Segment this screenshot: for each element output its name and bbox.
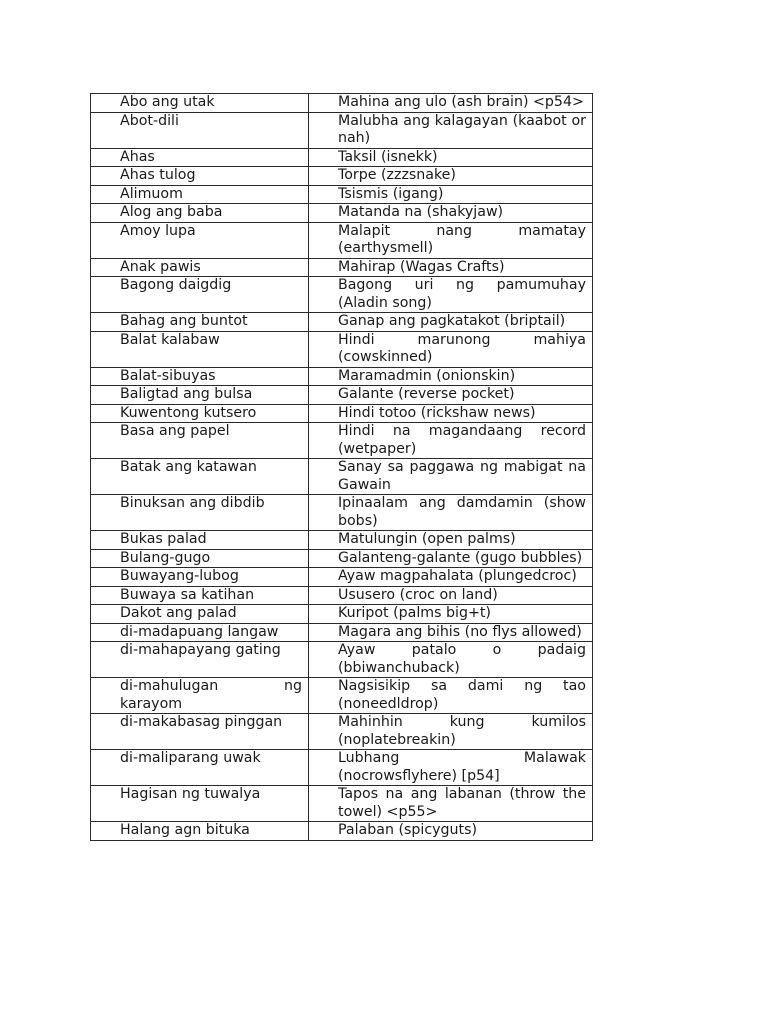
term-cell: Ahas tulog	[91, 167, 309, 186]
meaning-cell: Tapos na ang labanan (throw the towel) <p55>	[309, 786, 593, 822]
meaning-cell: Sanay sa paggawa ng mabigat na Gawain	[309, 459, 593, 495]
term-cell: di-makabasag pinggan	[91, 714, 309, 750]
term-cell: Bagong daigdig	[91, 277, 309, 313]
table-row	[91, 331, 593, 367]
term-cell: Balat-sibuyas	[91, 367, 309, 386]
table-row	[91, 386, 593, 405]
term-cell: di-mahulugan ng karayom	[91, 678, 309, 714]
term-cell: Basa ang papel	[91, 423, 309, 459]
table-row	[91, 586, 593, 605]
table-row	[91, 222, 593, 258]
meaning-cell: Hindi na magandaang record (wetpaper)	[309, 423, 593, 459]
term-cell: Bulang-gugo	[91, 549, 309, 568]
meaning-cell: Tsismis (igang)	[309, 185, 593, 204]
meaning-cell: Ayaw magpahalata (plungedcroc)	[309, 568, 593, 587]
meaning-cell: Malapit nang mamatay (earthysmell)	[309, 222, 593, 258]
table-row	[91, 678, 593, 714]
table-row	[91, 568, 593, 587]
meaning-cell: Ususero (croc on land)	[309, 586, 593, 605]
table-row	[91, 495, 593, 531]
term-cell: Anak pawis	[91, 258, 309, 277]
meaning-cell: Hindi totoo (rickshaw news)	[309, 404, 593, 423]
meaning-cell: Hindi marunong mahiya (cowskinned)	[309, 331, 593, 367]
meaning-cell: Malubha ang kalagayan (kaabot or nah)	[309, 112, 593, 148]
table-row	[91, 714, 593, 750]
term-cell: Ahas	[91, 148, 309, 167]
meaning-cell: Mahinhin kung kumilos (noplatebreakin)	[309, 714, 593, 750]
term-cell: di-mahapayang gating	[91, 642, 309, 678]
table-row	[91, 313, 593, 332]
table-row	[91, 277, 593, 313]
term-cell: di-maliparang uwak	[91, 750, 309, 786]
term-cell: Alimuom	[91, 185, 309, 204]
table-row	[91, 531, 593, 550]
table-row	[91, 258, 593, 277]
term-cell: Dakot ang palad	[91, 605, 309, 624]
table-row	[91, 94, 593, 113]
term-cell: Abot-dili	[91, 112, 309, 148]
meaning-cell: Mahina ang ulo (ash brain) <p54>	[309, 94, 593, 113]
term-cell: Batak ang katawan	[91, 459, 309, 495]
table-row	[91, 204, 593, 223]
meaning-cell: Nagsisikip sa dami ng tao (noneedldrop)	[309, 678, 593, 714]
table-row	[91, 786, 593, 822]
table-row	[91, 750, 593, 786]
term-cell: Abo ang utak	[91, 94, 309, 113]
term-cell: di-madapuang langaw	[91, 623, 309, 642]
term-cell: Amoy lupa	[91, 222, 309, 258]
meaning-cell: Torpe (zzzsnake)	[309, 167, 593, 186]
meaning-cell: Bagong uri ng pamumuhay (Aladin song)	[309, 277, 593, 313]
term-cell: Binuksan ang dibdib	[91, 495, 309, 531]
term-cell: Buwaya sa katihan	[91, 586, 309, 605]
table-row	[91, 167, 593, 186]
term-cell: Bukas palad	[91, 531, 309, 550]
table-row	[91, 423, 593, 459]
table-row	[91, 148, 593, 167]
idioms-table-body	[91, 94, 593, 841]
meaning-cell: Mahirap (Wagas Crafts)	[309, 258, 593, 277]
meaning-cell: Palaban (spicyguts)	[309, 822, 593, 841]
meaning-cell: Ayaw patalo o padaig (bbiwanchuback)	[309, 642, 593, 678]
meaning-cell: Ganap ang pagkatakot (briptail)	[309, 313, 593, 332]
meaning-cell: Galanteng-galante (gugo bubbles)	[309, 549, 593, 568]
meaning-cell: Galante (reverse pocket)	[309, 386, 593, 405]
idioms-table	[90, 93, 593, 841]
meaning-cell: Maramadmin (onionskin)	[309, 367, 593, 386]
term-cell: Buwayang-lubog	[91, 568, 309, 587]
meaning-cell: Kuripot (palms big+t)	[309, 605, 593, 624]
term-cell: Halang agn bituka	[91, 822, 309, 841]
table-row	[91, 367, 593, 386]
table-row	[91, 822, 593, 841]
table-row	[91, 459, 593, 495]
meaning-cell: Lubhang Malawak (nocrowsflyhere) [p54]	[309, 750, 593, 786]
table-row	[91, 605, 593, 624]
meaning-cell: Magara ang bihis (no flys allowed)	[309, 623, 593, 642]
meaning-cell: Ipinaalam ang damdamin (show bobs)	[309, 495, 593, 531]
meaning-cell: Matulungin (open palms)	[309, 531, 593, 550]
meaning-cell: Taksil (isnekk)	[309, 148, 593, 167]
term-cell: Alog ang baba	[91, 204, 309, 223]
meaning-cell: Matanda na (shakyjaw)	[309, 204, 593, 223]
table-row	[91, 642, 593, 678]
table-row	[91, 112, 593, 148]
term-cell: Bahag ang buntot	[91, 313, 309, 332]
table-row	[91, 404, 593, 423]
table-row	[91, 623, 593, 642]
term-cell: Hagisan ng tuwalya	[91, 786, 309, 822]
table-row	[91, 549, 593, 568]
term-cell: Kuwentong kutsero	[91, 404, 309, 423]
term-cell: Baligtad ang bulsa	[91, 386, 309, 405]
term-cell: Balat kalabaw	[91, 331, 309, 367]
table-row	[91, 185, 593, 204]
